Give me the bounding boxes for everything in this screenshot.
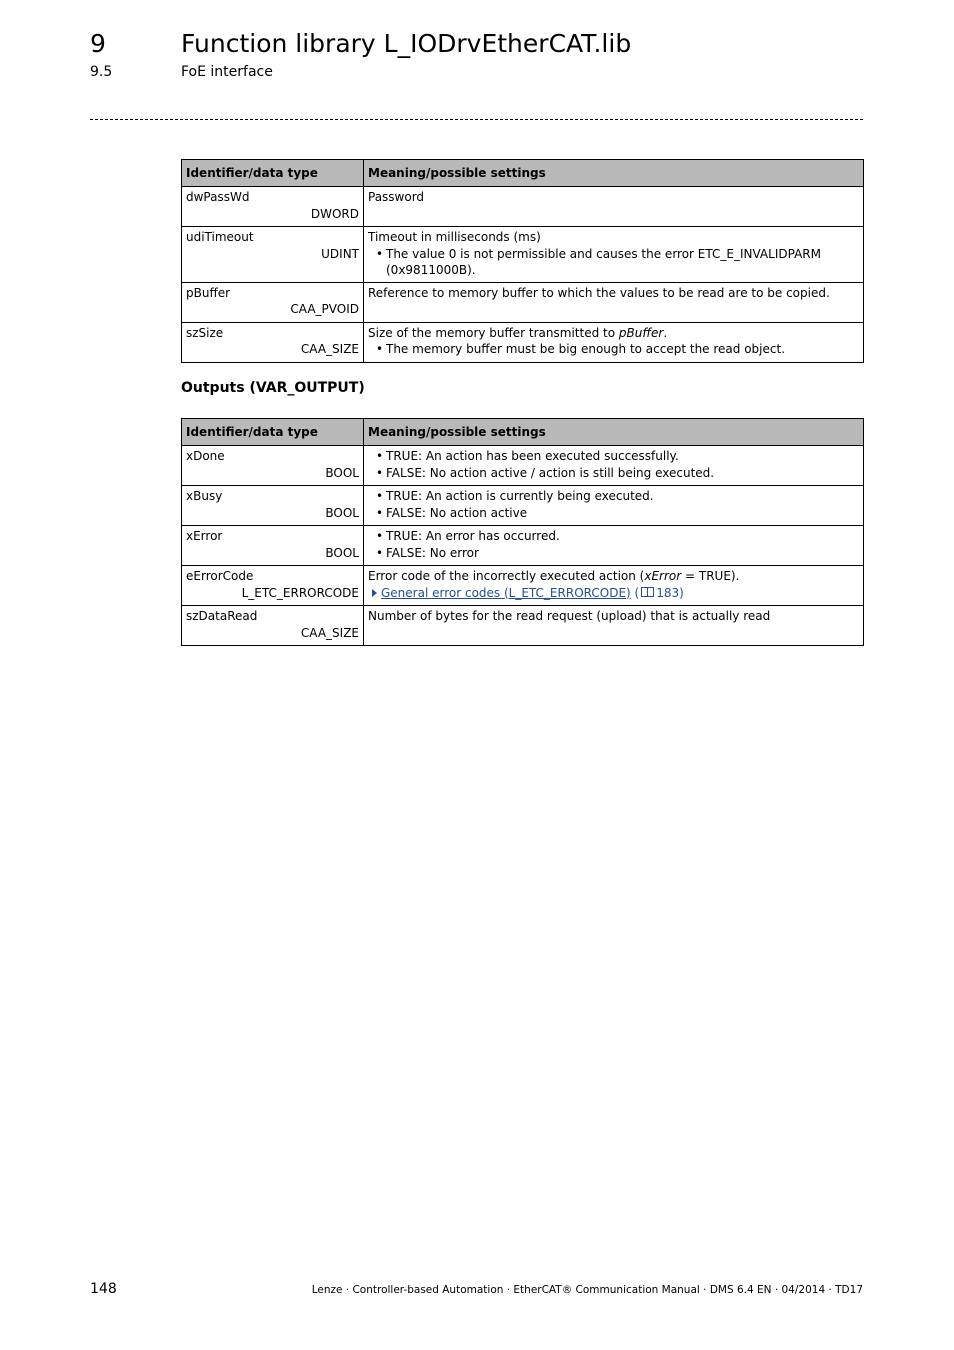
identifier-cell (182, 526, 364, 566)
meaning-cell (364, 227, 864, 283)
identifier-cell (182, 187, 364, 227)
meaning-cell (364, 187, 864, 227)
identifier-cell (182, 486, 364, 526)
meaning-text: Number of bytes for the read request (upload) that is actually read (368, 609, 771, 623)
footer-text: Lenze · Controller-based Automation · EtherCAT® Communication Manual · DMS 6.4 EN · 04/2014 · TD17 (311, 1284, 863, 1296)
book-icon (641, 587, 654, 597)
meaning-text: Password (368, 190, 425, 204)
bullet-item: • FALSE: No error (368, 545, 859, 562)
table-row (182, 526, 864, 566)
table-row (182, 446, 864, 486)
data-type: BOOL (325, 545, 359, 560)
identifier-cell (182, 446, 364, 486)
meaning-prefix: Size of the memory buffer transmitted to (368, 325, 619, 340)
chapter-title: Function library L_IODrvEtherCAT.lib (181, 29, 632, 58)
meaning-suffix: . (663, 325, 668, 340)
bullet-item: • The value 0 is not permissible and causes the error ETC_E_INVALIDPARM (0x9811000B). (368, 246, 859, 279)
meaning-cell (364, 486, 864, 526)
bullet-item: • The memory buffer must be big enough to accept the read object. (368, 341, 859, 358)
outputs-table (181, 418, 864, 646)
meaning-prefix: Error code of the incorrectly executed action ( (368, 569, 645, 583)
cross-reference (368, 585, 859, 602)
triangle-right-icon (372, 589, 377, 597)
table-header-row (182, 419, 864, 446)
identifier: udiTimeout (186, 230, 254, 244)
identifier: dwPassWd (186, 190, 250, 204)
header-divider (90, 119, 863, 120)
bullet-item: • TRUE: An action is currently being executed. (368, 488, 859, 505)
meaning-cell (364, 566, 864, 606)
data-type: L_ETC_ERRORCODE (241, 585, 359, 600)
meaning-text: Reference to memory buffer to which the values to be read are to be copied. (368, 285, 830, 300)
identifier: szDataRead (186, 609, 258, 623)
identifier: xError (186, 529, 223, 543)
meaning-cell (364, 322, 864, 362)
table-row (182, 486, 864, 526)
outputs-heading: Outputs (VAR_OUTPUT) (181, 380, 365, 396)
table-row (182, 322, 864, 362)
bullet-item: • TRUE: An action has been executed successfully. (368, 448, 859, 465)
meaning-text (368, 325, 859, 342)
error-codes-link[interactable]: General error codes (L_ETC_ERRORCODE) (381, 585, 631, 600)
meaning-cell (364, 606, 864, 646)
data-type: DWORD (310, 206, 359, 221)
meaning-cell (364, 526, 864, 566)
table-header-row (182, 160, 864, 187)
section-title: FoE interface (181, 64, 273, 80)
identifier-cell (182, 566, 364, 606)
page-number: 148 (90, 1281, 117, 1297)
table-row (182, 606, 864, 646)
identifier-cell (182, 322, 364, 362)
column-header: Meaning/possible settings (364, 160, 864, 187)
table-row (182, 566, 864, 606)
data-type: CAA_SIZE (300, 342, 359, 356)
table-row (182, 187, 864, 227)
data-type: BOOL (325, 505, 359, 520)
identifier-cell (182, 282, 364, 322)
section-number: 9.5 (90, 64, 113, 80)
page-reference[interactable]: ( 183) (634, 585, 684, 600)
column-header: Identifier/data type (182, 160, 364, 187)
identifier-cell (182, 227, 364, 283)
meaning-italic: pBuffer (618, 325, 664, 340)
data-type: UDINT (321, 246, 359, 261)
data-type: CAA_SIZE (300, 625, 359, 640)
page-number-ref: 183 (656, 585, 680, 600)
data-type: BOOL (325, 465, 359, 480)
column-header: Identifier/data type (182, 419, 364, 446)
identifier-cell (182, 606, 364, 646)
identifier: xBusy (186, 489, 223, 503)
meaning-text (368, 568, 859, 585)
meaning-cell (364, 446, 864, 486)
column-header: Meaning/possible settings (364, 419, 864, 446)
meaning-italic: xError (644, 569, 682, 583)
meaning-suffix: = TRUE). (681, 569, 740, 583)
inputs-table (181, 159, 864, 363)
meaning-cell (364, 282, 864, 322)
identifier: eErrorCode (186, 569, 254, 583)
chapter-number: 9 (90, 29, 106, 58)
identifier: xDone (186, 449, 225, 463)
data-type: CAA_PVOID (290, 302, 359, 316)
bullet-item: • TRUE: An error has occurred. (368, 528, 859, 545)
bullet-item: • FALSE: No action active / action is still being executed. (368, 465, 859, 482)
identifier: pBuffer (186, 285, 231, 300)
table-row (182, 282, 864, 322)
bullet-item: • FALSE: No action active (368, 505, 859, 522)
meaning-text: Timeout in milliseconds (ms) (368, 230, 541, 244)
table-row (182, 227, 864, 283)
identifier: szSize (186, 325, 224, 340)
